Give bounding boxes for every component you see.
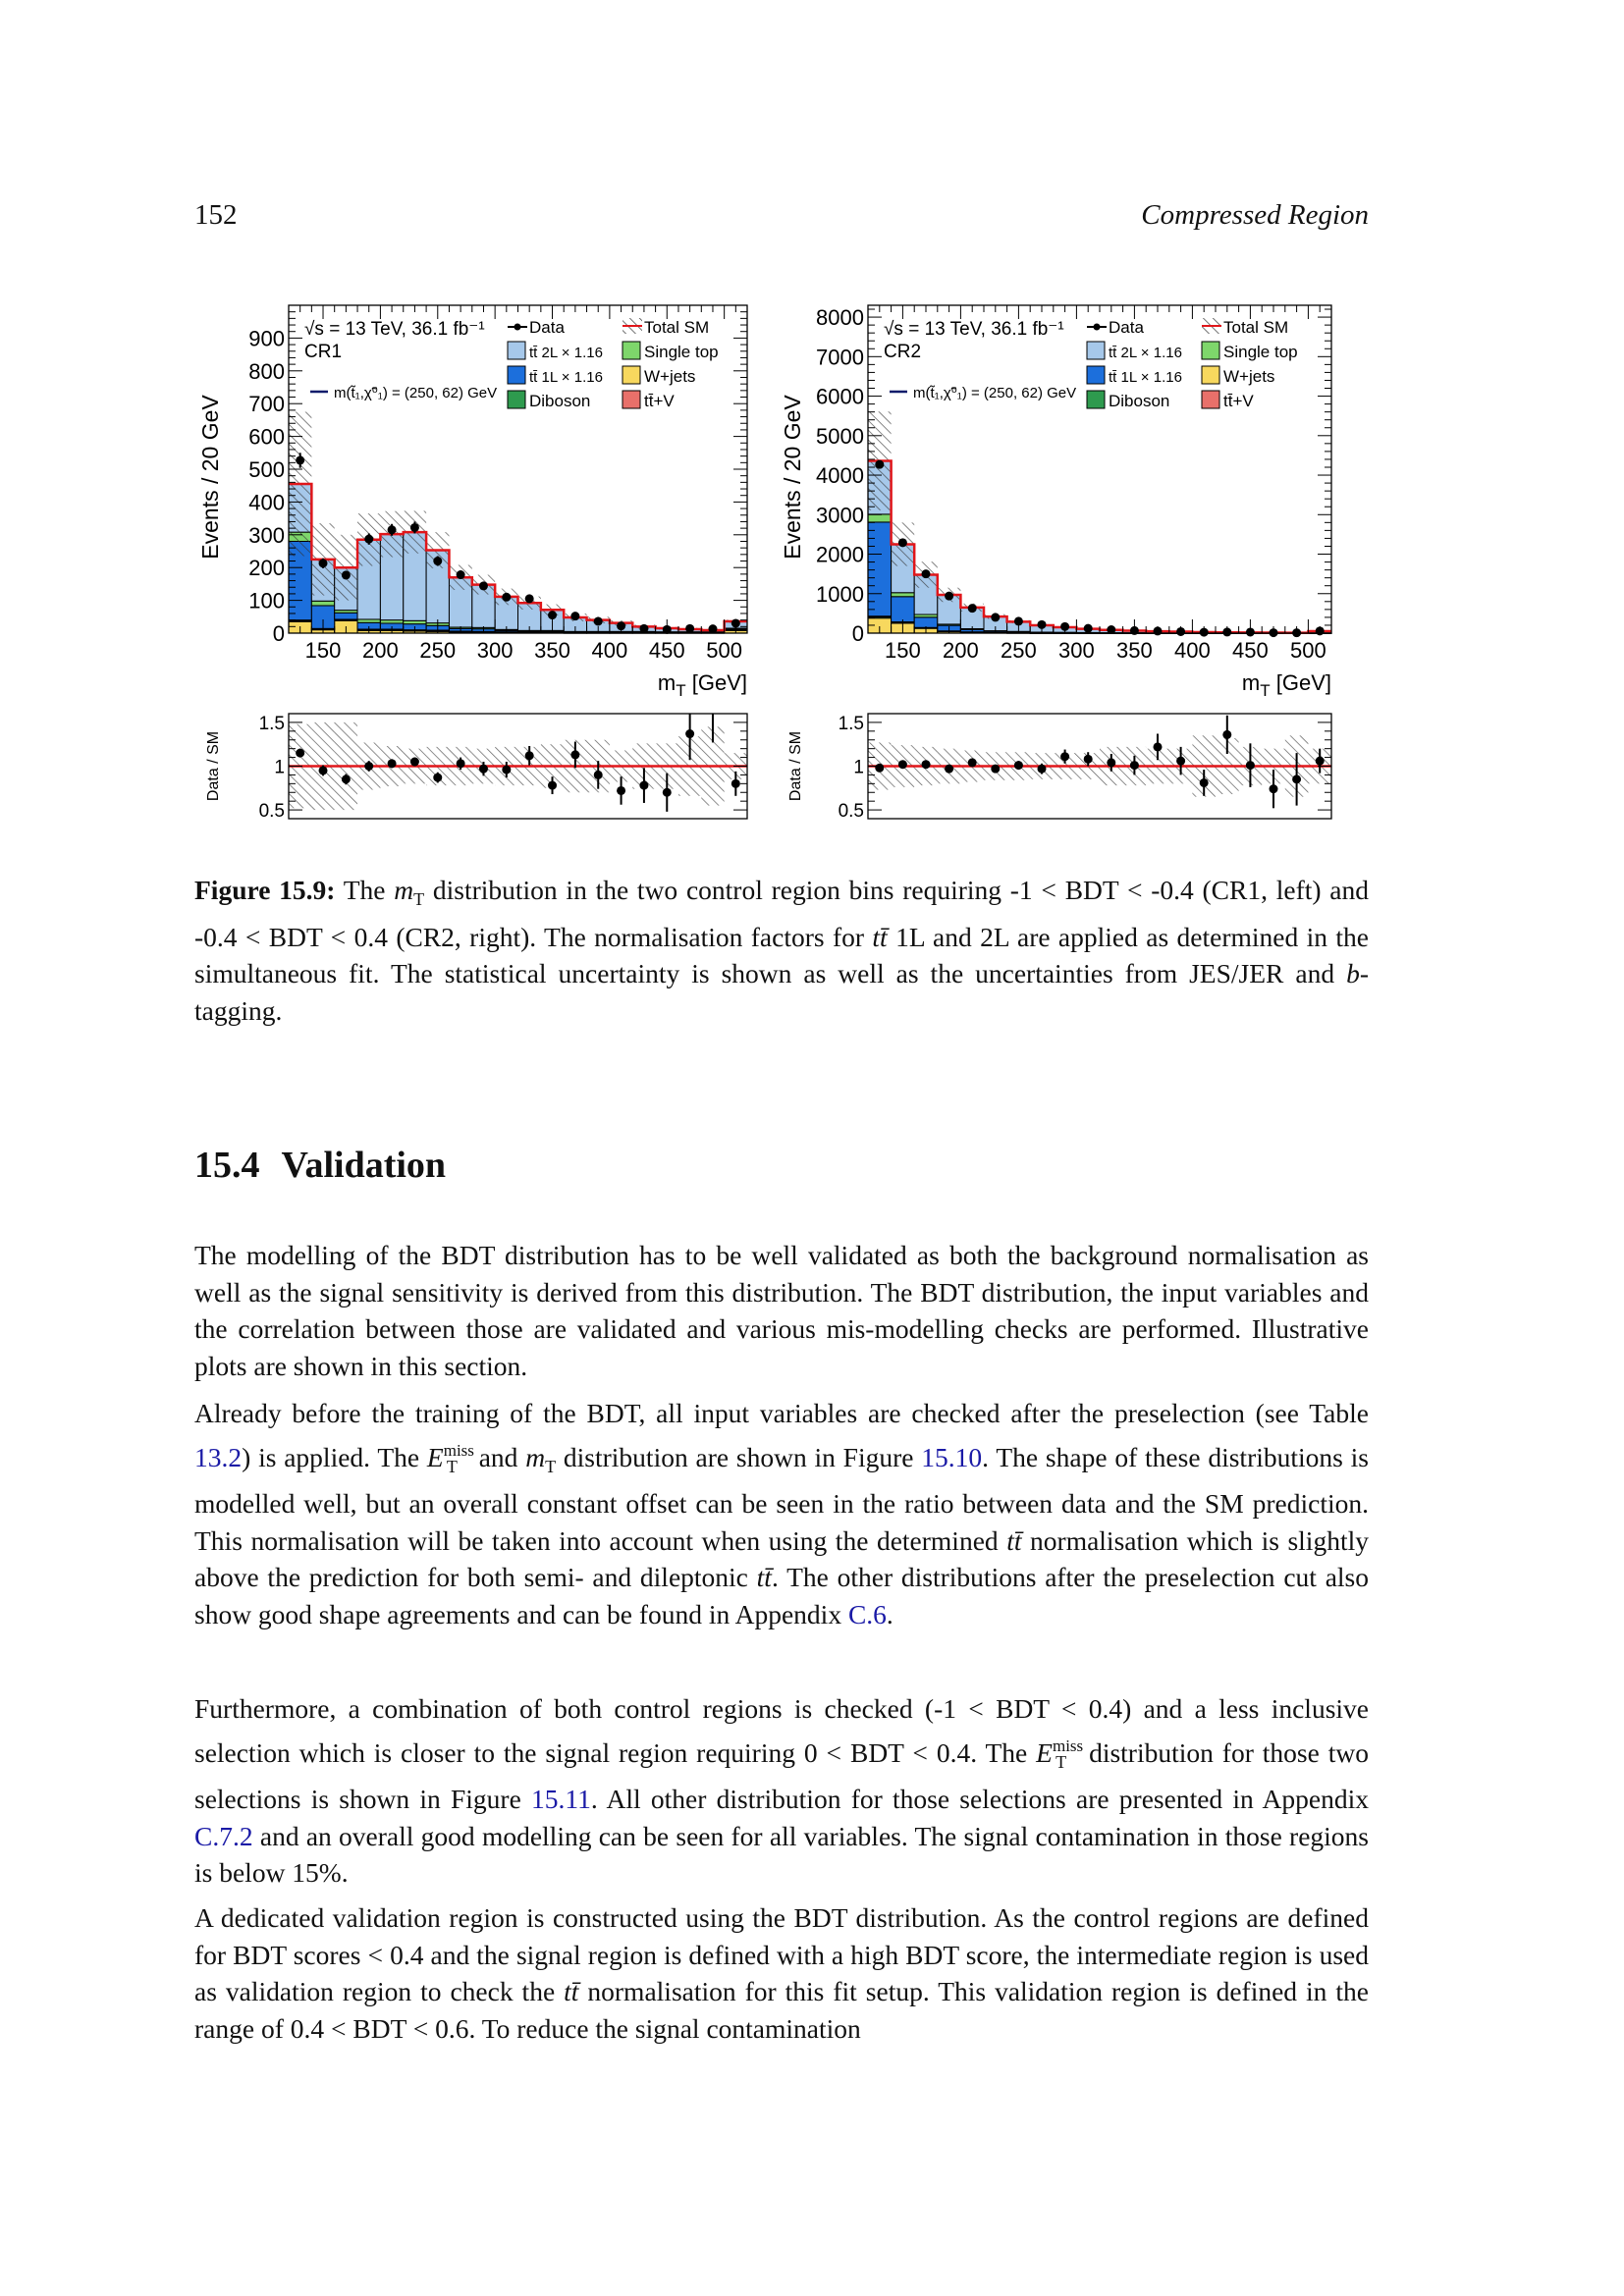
y-tick-label: 7000: [816, 345, 864, 370]
appendix-link[interactable]: C.7.2: [194, 1820, 253, 1851]
data-point: [342, 570, 351, 579]
figure-label: Figure 15.9:: [194, 875, 336, 905]
cr1-plot: [197, 305, 747, 822]
signal-label: m(t̃₁,χ̃⁰₁) = (250, 62) GeV: [334, 385, 498, 401]
y-tick-label: 0: [272, 621, 285, 646]
histogram-bar: [892, 597, 915, 622]
ratio-point: [1316, 757, 1325, 766]
text: .: [886, 1598, 893, 1629]
legend-swatch-tt2L: [1087, 342, 1105, 359]
data-point: [296, 455, 304, 464]
ratio-point: [1176, 757, 1185, 766]
math-symbol: E: [1036, 1736, 1053, 1768]
legend-swatch-wjets: [623, 366, 640, 384]
legend-label: tt̄+V: [1223, 392, 1254, 410]
ratio-point: [1246, 761, 1255, 770]
ratio-point: [685, 729, 694, 738]
legend-label: W+jets: [1223, 367, 1275, 386]
histogram-bar: [404, 620, 426, 623]
legend-swatch-tt1L: [1087, 366, 1105, 384]
y-axis-label: Events / 20 GeV: [197, 395, 223, 560]
math-symbol: miss: [443, 1440, 474, 1460]
ratio-point: [1222, 730, 1231, 739]
figure-15-9: [0, 0, 1624, 864]
caption-text: The: [335, 875, 395, 905]
ratio-point: [570, 750, 579, 759]
paragraph: [194, 1395, 1369, 1632]
legend-label: Data: [1109, 318, 1144, 337]
x-tick-label: 500: [1290, 638, 1326, 663]
ratio-tick-label: 1.5: [258, 713, 285, 734]
x-tick-label: 400: [1174, 638, 1211, 663]
ratio-point: [1014, 761, 1023, 770]
ratio-tick-label: 1.5: [838, 713, 864, 734]
text: normalisation which is slightly above the prediction for both semi- and dileptonic: [194, 1524, 1369, 1592]
text: . The other distributions after the preselection cut also show good shape agreements and can be found in Appendix: [194, 1562, 1369, 1629]
legend-label: Total SM: [644, 318, 710, 337]
ratio-point: [364, 762, 373, 771]
ratio-point: [410, 758, 419, 767]
ratio-point: [922, 760, 931, 769]
legend-swatch-diboson: [1087, 391, 1105, 408]
x-tick-label: 450: [648, 638, 685, 663]
histogram-bar: [868, 514, 892, 522]
ratio-point: [502, 766, 511, 774]
data-point: [991, 613, 1000, 621]
data-point: [525, 594, 534, 603]
ratio-point: [731, 779, 740, 788]
caption-math: T: [413, 889, 425, 909]
text: and: [470, 1441, 526, 1472]
table-link[interactable]: 13.2: [194, 1441, 243, 1472]
math-symbol: tt̄: [564, 1976, 579, 2006]
appendix-link[interactable]: C.6: [847, 1598, 887, 1629]
x-tick-label: 150: [885, 638, 921, 663]
text: Already before the training of the BDT, all input variables are checked after the preselection (see Table: [194, 1398, 1369, 1428]
math-symbol: T: [545, 1456, 557, 1476]
text: Furthermore, a combination of both control regions is checked (-1 < BDT < 0.4) and a less inclusive selection which is closer to the signal region requiring 0 < BDT < 0.4. The: [194, 1693, 1369, 1768]
region-label: CR1: [304, 342, 343, 362]
ratio-point: [1200, 778, 1209, 787]
caption-text: -tagging.: [194, 958, 1369, 1026]
y-tick-label: 900: [248, 326, 285, 351]
legend-label: W+jets: [644, 367, 696, 386]
ratio-tick-label: 1: [274, 757, 285, 778]
ratio-point: [1292, 774, 1301, 783]
ratio-point: [342, 774, 351, 783]
data-point: [898, 538, 907, 547]
histogram-bar: [914, 617, 938, 627]
legend-label: Diboson: [1109, 392, 1170, 410]
data-point: [364, 535, 373, 544]
ratio-point: [991, 765, 1000, 774]
y-tick-label: 100: [248, 588, 285, 614]
caption-text: 1L and 2L are applied as determined in the simultaneous fit. The statistical uncertainty is shown as well as the uncertainties from JES/JER and: [194, 921, 1369, 988]
ratio-point: [639, 781, 648, 790]
legend-label: Diboson: [529, 392, 591, 410]
data-point: [968, 604, 977, 613]
y-tick-label: 700: [248, 392, 285, 417]
ratio-point: [457, 759, 465, 768]
ratio-point: [433, 774, 442, 782]
ratio-tick-label: 0.5: [838, 801, 864, 823]
paragraph: [194, 1899, 1369, 2047]
caption-math: m: [394, 875, 414, 905]
y-tick-label: 1000: [816, 581, 864, 607]
x-tick-label: 250: [1001, 638, 1037, 663]
x-tick-label: 500: [706, 638, 743, 663]
x-tick-label: 350: [1116, 638, 1153, 663]
legend-data-icon: [514, 324, 521, 331]
y-tick-label: 200: [248, 556, 285, 581]
legend-swatch-ttV: [1202, 391, 1219, 408]
figure-link[interactable]: 15.11: [531, 1784, 591, 1814]
text: A dedicated validation region is constructed using the BDT distribution. As the control regions are defined for BDT scores < 0.4 and the signal region is defined with a high BDT score, the intermediate region is used as validation region to check the: [194, 1902, 1369, 2006]
legend-label: Total SM: [1223, 318, 1289, 337]
legend-swatch-tt2L: [508, 342, 525, 359]
x-tick-label: 200: [943, 638, 979, 663]
y-tick-label: 8000: [816, 305, 864, 331]
signal-label: m(t̃₁,χ̃⁰₁) = (250, 62) GeV: [913, 385, 1077, 401]
math-symbol: T: [1056, 1751, 1067, 1772]
data-point: [594, 616, 603, 625]
math-symbol: T: [446, 1456, 458, 1476]
x-tick-label: 150: [304, 638, 342, 663]
text: and an overall good modelling can be seen for all variables. The signal contamination in those regions is below 15%.: [194, 1820, 1369, 1888]
ratio-point: [319, 766, 328, 774]
ratio-point: [1107, 758, 1115, 767]
math-symbol: tt̄: [1006, 1524, 1022, 1556]
legend-label: Single top: [1223, 343, 1298, 361]
legend-label: tt̄+V: [644, 392, 675, 410]
ratio-point: [388, 759, 397, 768]
data-point: [570, 612, 579, 620]
y-tick-label: 500: [248, 457, 285, 482]
y-tick-label: 2000: [816, 542, 864, 567]
y-tick-label: 800: [248, 358, 285, 384]
ratio-point: [296, 749, 304, 758]
paragraph: [194, 1690, 1369, 1892]
caption-math: b: [1346, 958, 1360, 988]
y-tick-label: 6000: [816, 384, 864, 409]
histogram-bar: [335, 613, 357, 619]
ratio-point: [1084, 755, 1093, 764]
histogram-bar: [892, 593, 915, 597]
region-label: CR2: [884, 342, 922, 362]
ratio-point: [525, 751, 534, 760]
legend-label: tt̄ 2L × 1.16: [1109, 345, 1182, 361]
histogram-bar: [868, 522, 892, 616]
legend-swatch-singletop: [1202, 342, 1219, 359]
x-tick-label: 400: [591, 638, 628, 663]
ratio-point: [1060, 752, 1069, 761]
x-tick-label: 300: [476, 638, 514, 663]
energy-label: √s = 13 TeV, 36.1 fb⁻¹: [304, 319, 485, 340]
caption-text: distribution in the two control region bins requiring -1 < BDT < -0.4 (CR1, left) and -0.4 < BDT < 0.4 (CR2, right). The normalisation factors for: [194, 875, 1370, 952]
y-tick-label: 0: [851, 621, 864, 646]
math-symbol: E: [426, 1441, 444, 1472]
y-tick-label: 600: [248, 424, 285, 450]
ratio-point: [1270, 784, 1278, 793]
y-tick-label: 5000: [816, 423, 864, 449]
text: normalisation for this fit setup. This validation region is defined in the range of 0.4 < BDT < 0.6. To reduce the signal contamination: [194, 1976, 1369, 2044]
x-tick-label: 450: [1232, 638, 1269, 663]
text: . The shape of these distributions is modelled well, but an overall constant offset can be seen in the ratio between data and the SM prediction. This normalisation will be taken into account when using the determined: [194, 1441, 1369, 1556]
ratio-point: [617, 786, 625, 795]
legend-swatch-tt1L: [508, 366, 525, 384]
text: distribution for those two selections is shown in Figure: [194, 1736, 1369, 1814]
data-point: [875, 460, 884, 469]
ratio-axis-label: Data / SM: [787, 730, 804, 802]
legend-data-icon: [1094, 324, 1101, 331]
data-point: [410, 523, 419, 532]
running-header: Compressed Region: [1141, 199, 1369, 231]
legend-swatch-wjets: [1202, 366, 1219, 384]
section-heading: [194, 1144, 446, 1187]
ratio-point: [1130, 761, 1139, 770]
data-point: [388, 525, 397, 534]
paragraph: The modelling of the BDT distribution has to be well validated as both the background normalisation as well as the signal sensitivity is derived from this distribution. The BDT distribution, the input variables and the correlation between those are validated and various mis-modelling checks are performed. Illustrative plots are shown in this section.: [194, 1240, 1369, 1381]
text: ) is applied. The: [242, 1441, 427, 1472]
x-tick-label: 300: [1058, 638, 1095, 663]
legend-label: tt̄ 1L × 1.16: [1109, 369, 1182, 386]
math-symbol: miss: [1052, 1735, 1084, 1755]
section-number: 15.4: [194, 1145, 260, 1186]
ratio-point: [945, 765, 953, 774]
histogram-bar: [357, 619, 380, 622]
x-tick-label: 200: [362, 638, 399, 663]
ratio-point: [875, 764, 884, 773]
ratio-point: [1038, 765, 1047, 774]
legend-swatch-ttV: [623, 391, 640, 408]
data-point: [457, 570, 465, 579]
ratio-point: [479, 765, 488, 774]
section-title: Validation: [281, 1145, 447, 1186]
data-point: [433, 557, 442, 565]
x-axis-label: $m_T$ [GeV]: [657, 670, 747, 700]
caption-math: tt̄: [872, 921, 888, 952]
x-tick-label: 350: [534, 638, 570, 663]
data-point: [319, 559, 328, 567]
histogram-bar: [311, 601, 334, 606]
energy-label: √s = 13 TeV, 36.1 fb⁻¹: [884, 319, 1064, 340]
x-tick-label: 250: [419, 638, 457, 663]
legend-label: Single top: [644, 343, 719, 361]
legend-label: Data: [529, 318, 565, 337]
cr2-plot: [780, 305, 1331, 822]
legend-swatch-diboson: [508, 391, 525, 408]
ratio-point: [968, 758, 977, 767]
ratio-point: [1154, 742, 1163, 751]
figure-caption: [194, 872, 1369, 1029]
y-tick-label: 3000: [816, 503, 864, 528]
legend-label: tt̄ 1L × 1.16: [529, 369, 603, 386]
math-symbol: m: [525, 1441, 546, 1472]
ratio-point: [594, 771, 603, 779]
data-point: [479, 581, 488, 590]
ratio-tick-label: 0.5: [258, 801, 285, 823]
y-tick-label: 300: [248, 522, 285, 548]
histogram-bar: [380, 620, 403, 623]
data-point: [548, 611, 557, 619]
x-axis-label: $m_T$ [GeV]: [1241, 670, 1331, 700]
ratio-tick-label: 1: [853, 757, 864, 778]
text: distribution are shown in Figure: [556, 1441, 922, 1472]
data-point: [922, 569, 931, 578]
legend-label: tt̄ 2L × 1.16: [529, 345, 603, 361]
ratio-axis-label: Data / SM: [205, 730, 222, 802]
data-point: [945, 592, 953, 601]
legend-swatch-singletop: [623, 342, 640, 359]
ratio-point: [898, 760, 907, 769]
data-point: [502, 593, 511, 602]
figure-link[interactable]: 15.10: [921, 1441, 983, 1472]
ratio-point: [548, 781, 557, 790]
y-tick-label: 400: [248, 490, 285, 515]
math-symbol: tt̄: [756, 1562, 772, 1592]
ratio-point: [663, 788, 672, 797]
y-axis-label: Events / 20 GeV: [780, 395, 805, 560]
text: . All other distribution for those selections are presented in Appendix: [590, 1784, 1369, 1814]
page-number: 152: [194, 199, 238, 231]
y-tick-label: 4000: [816, 463, 864, 489]
